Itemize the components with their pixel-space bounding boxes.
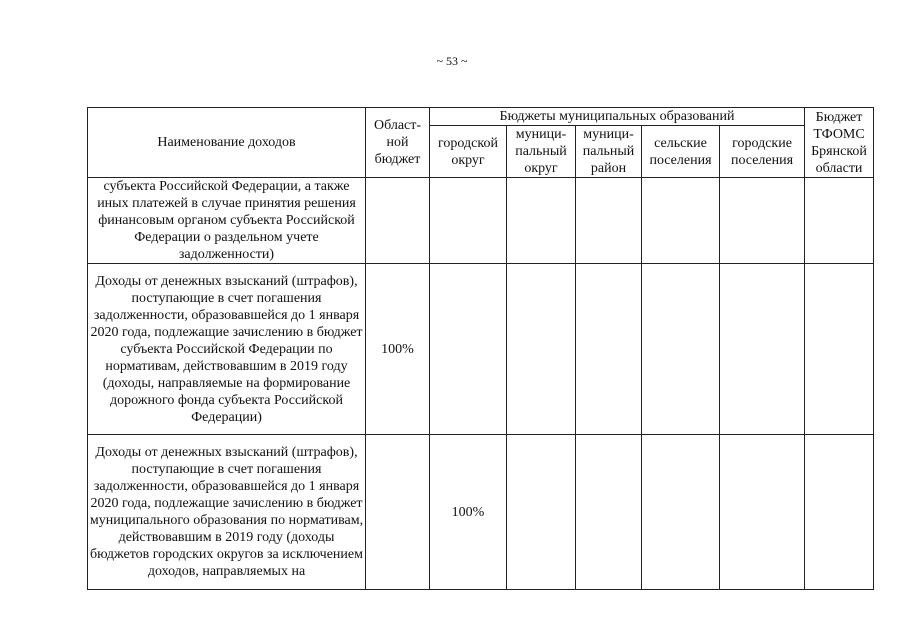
header-municipal-budgets: Бюджеты муниципальных образований xyxy=(430,108,805,126)
table-row xyxy=(88,178,874,264)
municipal-area-value-cell xyxy=(576,435,642,590)
regional-value-cell: 100% xyxy=(366,264,430,435)
header-municipal-district: муници- пальный округ xyxy=(507,126,576,178)
tfoms-value-cell xyxy=(805,178,874,264)
budget-distribution-table xyxy=(87,107,874,590)
tfoms-value-cell xyxy=(805,264,874,435)
income-name-cell: Доходы от денежных взысканий (штрафов), поступающие в счет погашения задолженности, образовавшейся до 1 января 2020 года, подлежащие зачислению в бюджет субъекта Российской Федерации по нормативам, действовавшим в 2019 году (доходы, направляемые на формирование дорожного фонда субъекта Российской Федерации) xyxy=(88,264,366,435)
urban-settlements-value-cell xyxy=(720,264,805,435)
header-income-name: Наименование доходов xyxy=(88,108,366,178)
income-name-cell: субъекта Российской Федерации, а также иных платежей в случае принятия решения финансовым органом субъекта Российской Федерации о раздельном учете задолженности) xyxy=(88,178,366,264)
header-city-district: городской округ xyxy=(430,126,507,178)
city-district-value-cell xyxy=(430,264,507,435)
regional-value-cell xyxy=(366,178,430,264)
city-district-value-cell xyxy=(430,178,507,264)
page-number: ~ 53 ~ xyxy=(436,54,468,68)
municipal-district-value-cell xyxy=(507,264,576,435)
municipal-district-value-cell xyxy=(507,435,576,590)
municipal-district-value-cell xyxy=(507,178,576,264)
city-district-value-cell: 100% xyxy=(430,435,507,590)
rural-settlements-value-cell xyxy=(642,178,720,264)
urban-settlements-value-cell xyxy=(720,178,805,264)
regional-value-cell xyxy=(366,435,430,590)
municipal-area-value-cell xyxy=(576,178,642,264)
tfoms-value-cell xyxy=(805,435,874,590)
income-name-cell: Доходы от денежных взысканий (штрафов), поступающие в счет погашения задолженности, образовавшейся до 1 января 2020 года, подлежащие зачислению в бюджет муниципального образования по нормативам, действовавшим в 2019 году (доходы бюджетов городских округов за исключением доходов, направляемых на xyxy=(88,435,366,590)
municipal-area-value-cell xyxy=(576,264,642,435)
header-rural-settlements: сельские поселения xyxy=(642,126,720,178)
rural-settlements-value-cell xyxy=(642,435,720,590)
table-row xyxy=(88,435,874,590)
header-urban-settlements: городские поселения xyxy=(720,126,805,178)
table-row xyxy=(88,264,874,435)
header-regional-budget: Област- ной бюджет xyxy=(366,108,430,178)
header-municipal-area: муници- пальный район xyxy=(576,126,642,178)
header-tfoms-budget: Бюджет ТФОМС Брянской области xyxy=(805,108,874,178)
rural-settlements-value-cell xyxy=(642,264,720,435)
urban-settlements-value-cell xyxy=(720,435,805,590)
